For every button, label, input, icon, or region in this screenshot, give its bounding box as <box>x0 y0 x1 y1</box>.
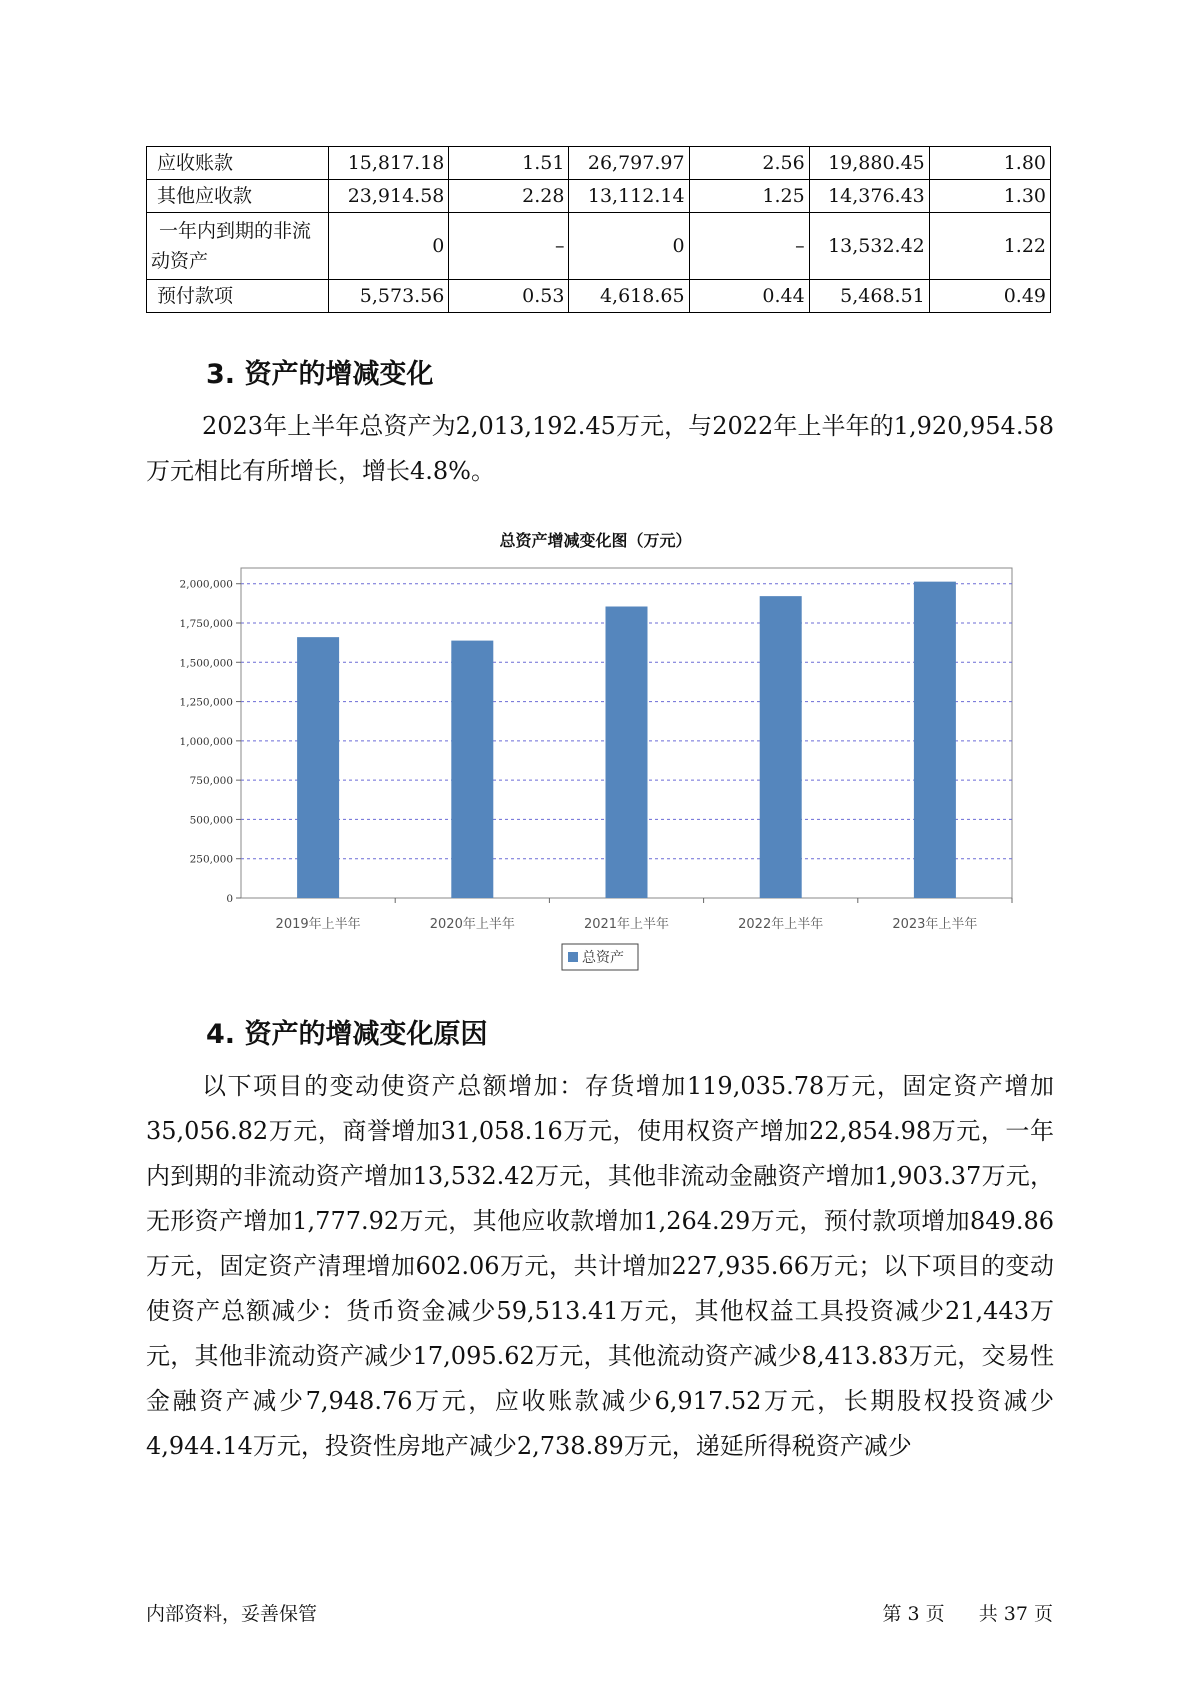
y-tick-label: 1,250,000 <box>179 696 233 709</box>
cell: – <box>689 213 809 280</box>
cell: 2.28 <box>449 180 569 213</box>
y-tick-label: 2,000,000 <box>179 578 233 591</box>
x-tick-label: 2019年上半年 <box>275 917 361 932</box>
legend <box>562 944 638 970</box>
bar <box>606 607 648 899</box>
y-tick-label: 1,750,000 <box>179 618 233 630</box>
cell: 5,468.51 <box>809 280 929 313</box>
footer-confidential-note: 内部资料，妥善保管 <box>146 1603 318 1625</box>
cell: 1.51 <box>449 147 569 180</box>
y-tick-label: 1,500,000 <box>179 657 233 670</box>
cell: 5,573.56 <box>329 280 449 313</box>
bar <box>297 637 339 898</box>
section-4-heading: 4. 资产的增减变化原因 <box>206 1019 488 1050</box>
cell: – <box>449 213 569 280</box>
cell: 1.30 <box>929 180 1050 213</box>
cell: 13,112.14 <box>569 180 689 213</box>
cell: 4,618.65 <box>569 280 689 313</box>
y-tick-label: 0 <box>226 893 233 905</box>
cell: 1.80 <box>929 147 1050 180</box>
section-3-heading: 3. 资产的增减变化 <box>206 359 434 390</box>
cell: 14,376.43 <box>809 180 929 213</box>
x-tick-label: 2022年上半年 <box>738 917 824 932</box>
cell: 13,532.42 <box>809 213 929 280</box>
section-4-paragraph: 以下项目的变动使资产总额增加：存货增加119,035.78万元，固定资产增加35,056.82万元，商誉增加31,058.16万元，使用权资产增加22,854.98万元，一年内到期的非流动资产增加13,532.42万元，其他非流动金融资产增加1,903.37万元，无形资产增加1,777.92万元，其他应收款增加1,264.29万元，预付款项增加849.86万元，固定资产清理增加602.06万元，共计增加227,935.66万元；以下项目的变动使资产总额减少：货币资金减少59,513.41万元，其他权益工具投资减少21,443万元，其他非流动资产减少17,095.62万元，其他流动资产减少8,413.83万元，交易性金融资产减少7,948.76万元，应收账款减少6,917.52万元，长期股权投资减少4,944.14万元，投资性房地产减少2,738.89万元，递延所得税资产减少 <box>146 1072 1054 1460</box>
cell: 19,880.45 <box>809 147 929 180</box>
cell: 1.25 <box>689 180 809 213</box>
footer-page-number <box>877 1599 1053 1626</box>
cell: 0.49 <box>929 280 1050 313</box>
y-tick-label: 250,000 <box>189 853 233 866</box>
x-tick-label: 2020年上半年 <box>429 917 515 932</box>
bar <box>914 582 956 898</box>
cell: 0 <box>569 213 689 280</box>
row-label: 其他应收款 <box>147 180 329 213</box>
bar <box>451 641 493 898</box>
page-current: 第 3 页 <box>882 1603 945 1625</box>
page-total: 共 37 页 <box>978 1603 1053 1625</box>
x-tick-label: 2021年上半年 <box>583 917 670 932</box>
y-tick-label: 750,000 <box>189 775 233 788</box>
cell: 15,817.18 <box>329 147 449 180</box>
y-tick-label: 1,000,000 <box>179 735 233 748</box>
cell: 23,914.58 <box>329 180 449 213</box>
row-label: 预付款项 <box>147 280 329 313</box>
legend-label: 总资产 <box>582 950 624 966</box>
row-label-line2: 动资产 <box>151 250 209 272</box>
cell: 2.56 <box>689 147 809 180</box>
y-tick-label: 500,000 <box>189 814 233 827</box>
cell: 0 <box>329 213 449 280</box>
bar <box>760 596 802 898</box>
row-label: 应收账款 <box>147 147 329 180</box>
section-3-paragraph: 2023年上半年总资产为2,013,192.45万元，与2022年上半年的1,920,954.58万元相比有所增长，增长4.8%。 <box>146 412 1054 485</box>
x-tick-label: 2023年上半年 <box>892 917 978 932</box>
legend-swatch <box>568 952 578 962</box>
chart-title: 总资产增减变化图（万元） <box>499 531 692 550</box>
cell: 26,797.97 <box>569 147 689 180</box>
row-label-line1: 一年内到期的非流 <box>159 220 312 242</box>
cell: 0.44 <box>689 280 809 313</box>
cell: 1.22 <box>929 213 1050 280</box>
cell: 0.53 <box>449 280 569 313</box>
